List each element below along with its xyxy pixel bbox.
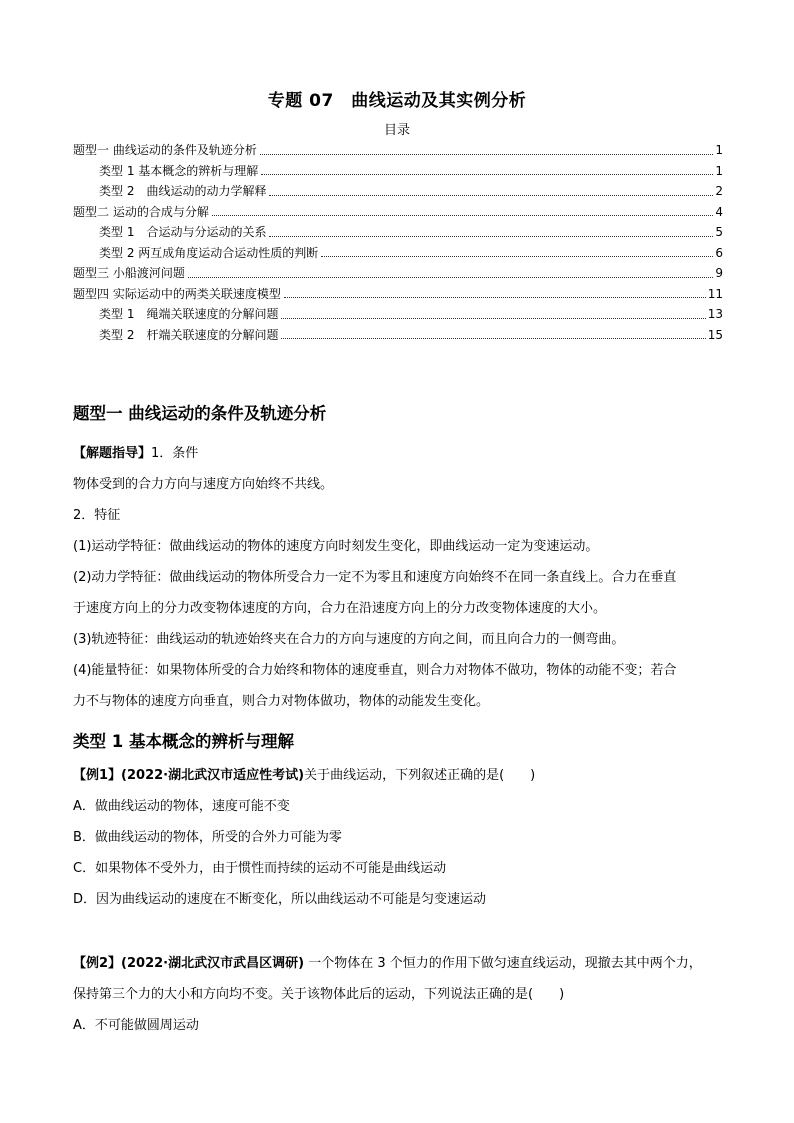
toc-entry-label: 题型四 实际运动中的两类关联速度模型 [73, 286, 281, 301]
toc-entry-page: 4 [715, 204, 723, 219]
toc-dot-leader [260, 154, 714, 155]
toc-entry-label: 类型 2 杆端关联速度的分解问题 [99, 327, 279, 342]
toc-entry-label: 类型 1 合运动与分运动的关系 [99, 225, 267, 239]
option-a: A．做曲线运动的物体，速度可能不变 [73, 799, 290, 814]
section-heading-1: 题型一 曲线运动的条件及轨迹分析 [73, 404, 327, 423]
example-1-stem [73, 760, 733, 791]
body-line: 力不与物体的速度方向垂直，则合力对物体做功，物体的动能发生变化。 [73, 694, 490, 709]
toc-entry[interactable] [73, 304, 723, 325]
toc-entry-page: 15 [707, 327, 723, 342]
toc-entry[interactable] [73, 181, 723, 202]
toc-entry-page: 11 [707, 286, 723, 301]
toc-entry-label: 类型 2 曲线运动的动力学解释 [99, 184, 267, 198]
example-1-tag: 【例1】 [73, 768, 122, 783]
toc-entry-page: 13 [707, 307, 723, 321]
toc-entry-page: 1 [715, 163, 723, 178]
toc-entry-label: 题型三 小船渡河问题 [73, 266, 185, 280]
body-line: (3)轨迹特征：曲线运动的轨迹始终夹在合力的方向与速度的方向之间，而且向合力的一侧弯曲。 [73, 632, 625, 647]
guide-first: 1．条件 [151, 446, 199, 461]
toc-entry-label: 类型 1 基本概念的辨析与理解 [99, 163, 259, 178]
toc-entry-page: 6 [715, 245, 723, 260]
toc-entry-label: 类型 2 两互成角度运动合运动性质的判断 [99, 245, 319, 260]
option-b: B．做曲线运动的物体，所受的合外力可能为零 [73, 830, 342, 845]
toc-dot-leader [281, 338, 705, 339]
example-2-tag: 【例2】 [73, 956, 122, 971]
toc-heading: 目录 [383, 123, 410, 138]
body-line: (2)动力学特征：做曲线运动的物体所受合力一定不为零且和速度方向始终不在同一条直线上。合力在垂直 [73, 570, 677, 585]
document-title: 专题 07 曲线运动及其实例分析 [267, 91, 527, 111]
section1-body [73, 438, 725, 717]
example-2 [73, 948, 733, 1041]
toc-dot-leader [321, 256, 713, 257]
toc-entry[interactable] [73, 243, 723, 264]
body-line: 2．特征 [73, 508, 121, 523]
example-1-question: 关于曲线运动，下列叙述正确的是( ) [304, 768, 536, 783]
option-a: A．不可能做圆周运动 [73, 1018, 199, 1033]
example-2-stem-line2: 保持第三个力的大小和方向均不变。关于该物体此后的运动，下列说法正确的是( ) [73, 987, 565, 1002]
toc-entry-page: 1 [715, 143, 723, 157]
toc-entry[interactable] [73, 284, 723, 305]
toc-entry[interactable] [73, 222, 723, 243]
body-line: 于速度方向上的分力改变物体速度的方向，合力在沿速度方向上的分力改变物体速度的大小。 [73, 601, 607, 616]
toc-entry-label: 题型一 曲线运动的条件及轨迹分析 [73, 143, 257, 157]
section-heading-2: 类型 1 基本概念的辨析与理解 [73, 732, 294, 751]
table-of-contents [73, 140, 723, 345]
toc-entry-label: 类型 1 绳端关联速度的分解问题 [99, 307, 279, 321]
example-2-source: (2022·湖北武汉市武昌区调研) [121, 956, 305, 971]
toc-entry[interactable] [73, 325, 723, 346]
toc-entry-page: 9 [715, 266, 723, 280]
toc-entry[interactable] [73, 161, 723, 182]
toc-entry[interactable] [73, 263, 723, 284]
body-line: 物体受到的合力方向与速度方向始终不共线。 [73, 477, 334, 492]
option-c: C．如果物体不受外力，由于惯性而持续的运动不可能是曲线运动 [73, 861, 447, 876]
toc-entry[interactable] [73, 202, 723, 223]
toc-dot-leader [281, 318, 705, 319]
toc-dot-leader [261, 174, 713, 175]
toc-dot-leader [212, 215, 714, 216]
toc-entry-label: 题型二 运动的合成与分解 [73, 204, 209, 219]
body-line: (4)能量特征：如果物体所受的合力始终和物体的速度垂直，则合力对物体不做功，物体的动能不变；若合 [73, 663, 677, 678]
toc-entry-page: 2 [715, 184, 723, 198]
example-1-source: (2022·湖北武汉市适应性考试) [121, 768, 305, 783]
toc-dot-leader [269, 236, 713, 237]
toc-entry[interactable] [73, 140, 723, 161]
example-1 [73, 760, 733, 915]
toc-entry-page: 5 [715, 225, 723, 239]
toc-dot-leader [188, 277, 714, 278]
body-line: (1)运动学特征：做曲线运动的物体的速度方向时刻发生变化，即曲线运动一定为变速运动。 [73, 539, 599, 554]
option-d: D．因为曲线运动的速度在不断变化，所以曲线运动不可能是匀变速运动 [73, 892, 487, 907]
example-2-question: 一个物体在 3 个恒力的作用下做匀速直线运动，现撤去其中两个力， [304, 956, 702, 971]
guide-line [73, 438, 725, 469]
guide-tag: 【解题指导】 [73, 446, 152, 461]
toc-dot-leader [284, 297, 706, 298]
example-2-stem-line1 [73, 948, 733, 979]
toc-dot-leader [269, 195, 713, 196]
